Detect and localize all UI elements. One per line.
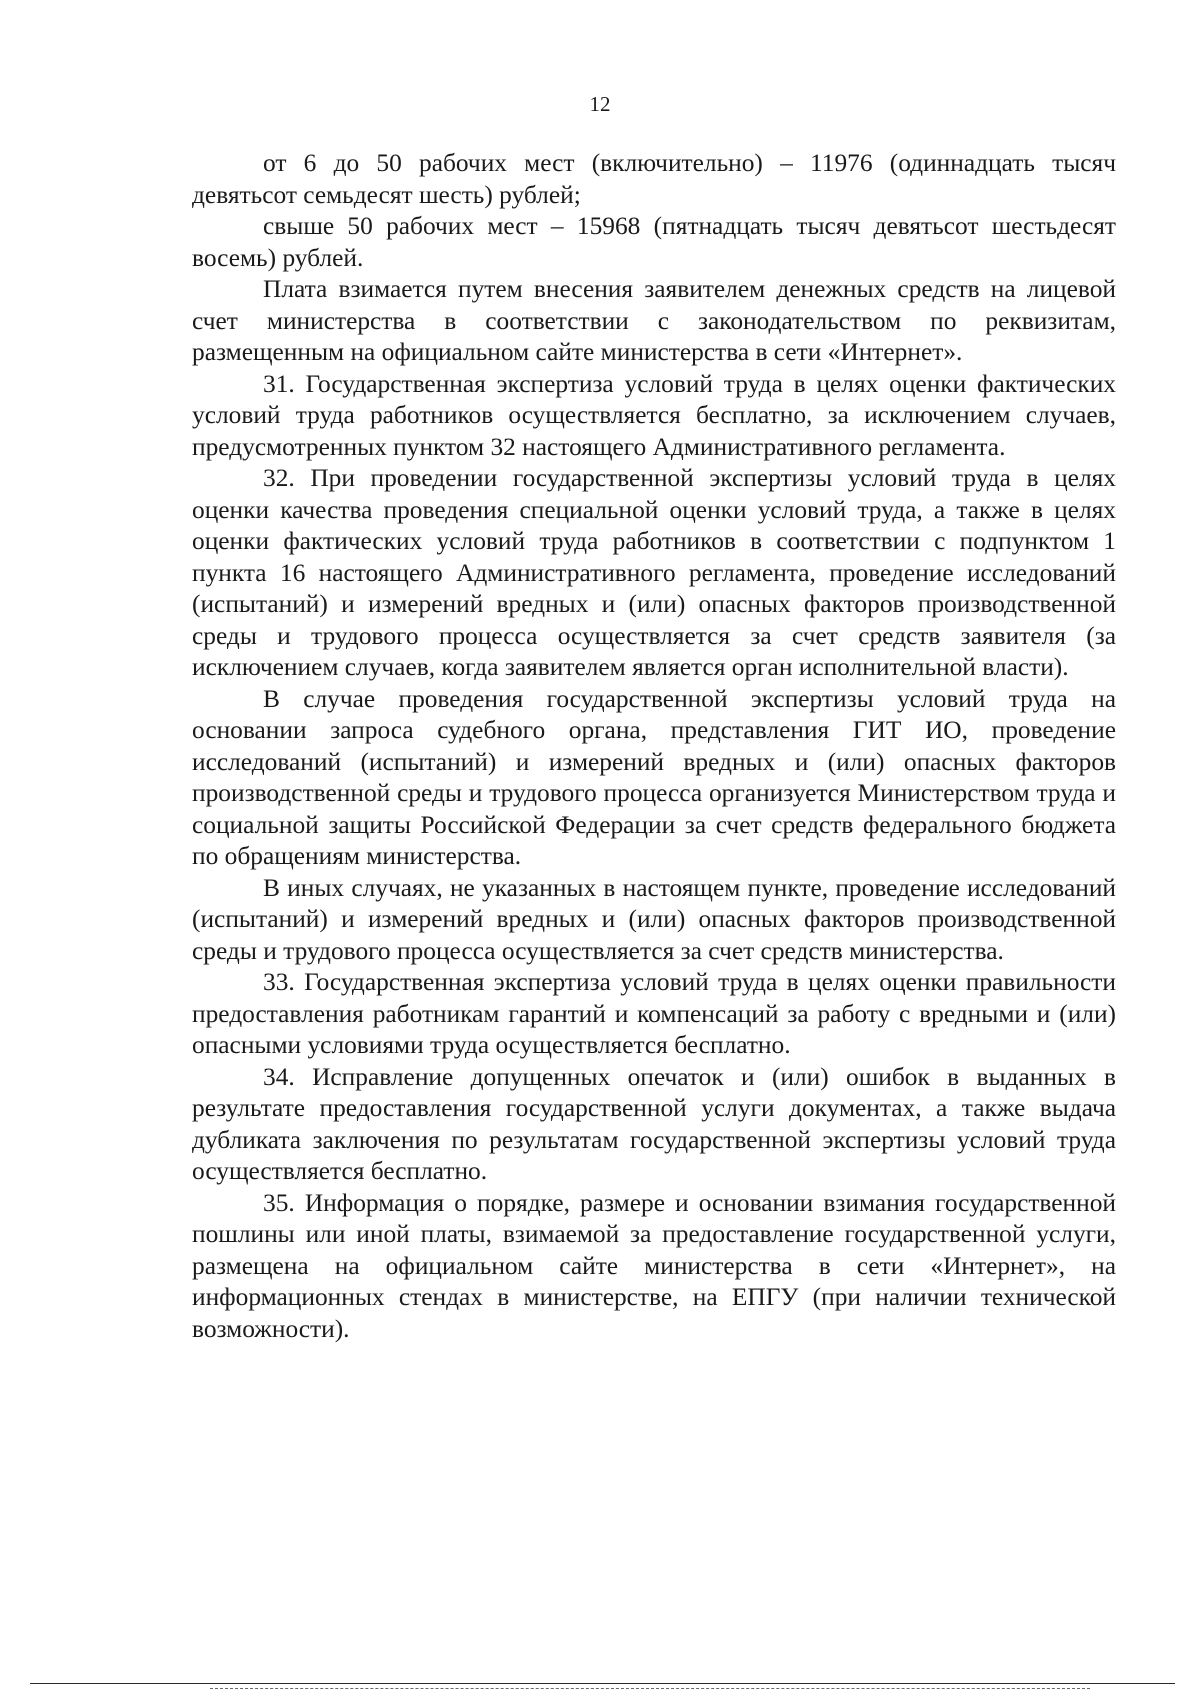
paragraph-payment-method: Плата взимается путем внесения заявителем денежных средств на лицевой счет министерства в соответствии с законодательством по реквизитам, размещенным на официальном сайте министерства в сети «Интернет». — [192, 275, 1116, 366]
document-body — [192, 148, 1116, 1345]
page-number: 12 — [589, 92, 611, 116]
paragraph-item-34: 34. Исправление допущенных опечаток и (или) ошибок в выданных в результате предоставления государственной услуги документах, а также выдача дубликата заключения по результатам государственной экспертизы условий труда осуществляется бесплатно. — [192, 1062, 1116, 1185]
paragraph-item-31: 31. Государственная экспертиза условий труда в целях оценки фактических условий труда работников осуществляется бесплатно, за исключением случаев, предусмотренных пунктом 32 настоящего Административного регламента. — [192, 369, 1116, 461]
paragraph-item-35: 35. Информация о порядке, размере и основании взимания государственной пошлины или иной платы, взимаемой за предоставление государственной услуги, размещена на официальном сайте министерства в сети «Интернет», на информационных стендах в министерстве, на ЕПГУ (при наличии технической возможности). — [192, 1188, 1116, 1343]
paragraph-other-cases: В иных случаях, не указанных в настоящем пункте, проведение исследований (испытаний) и измерений вредных и (или) опасных факторов производственной среды и трудового процесса осуществляется за счет средств министерства. — [192, 873, 1116, 965]
bottom-scan-line-secondary — [210, 1688, 1090, 1689]
paragraph-fee-over-50: свыше 50 рабочих мест – 15968 (пятнадцать тысяч девятьсот шестьдесят восемь) рублей. — [192, 212, 1116, 272]
paragraph-fee-6-50: от 6 до 50 рабочих мест (включительно) – 11976 (одиннадцать тысяч девятьсот семьдесят шесть) рублей; — [192, 149, 1116, 209]
paragraph-item-33: 33. Государственная экспертиза условий труда в целях оценки правильности предоставления работникам гарантий и компенсаций за работу с вредными и (или) опасными условиями труда осуществляется бесплатно. — [192, 968, 1116, 1059]
bottom-scan-line — [30, 1683, 1175, 1684]
paragraph-item-32: 32. При проведении государственной экспертизы условий труда в целях оценки качества проведения специальной оценки условий труда, а также в целях оценки фактических условий труда работников в соответствии с подпунктом 1 пункта 16 настоящего Административного регламента, проведение исследований (испытаний) и измерений вредных и (или) опасных факторов производственной среды и трудового процесса осуществляется за счет средств заявителя (за исключением случаев, когда заявителем является орган исполнительной власти). — [192, 464, 1116, 681]
paragraph-court-request: В случае проведения государственной экспертизы условий труда на основании запроса судебного органа, представления ГИТ ИО, проведение исследований (испытаний) и измерений вредных и (или) опасных факторов производственной среды и трудового процесса организуется Министерством труда и социальной защиты Российской Федерации за счет средств федерального бюджета по обращениям министерства. — [192, 684, 1116, 870]
